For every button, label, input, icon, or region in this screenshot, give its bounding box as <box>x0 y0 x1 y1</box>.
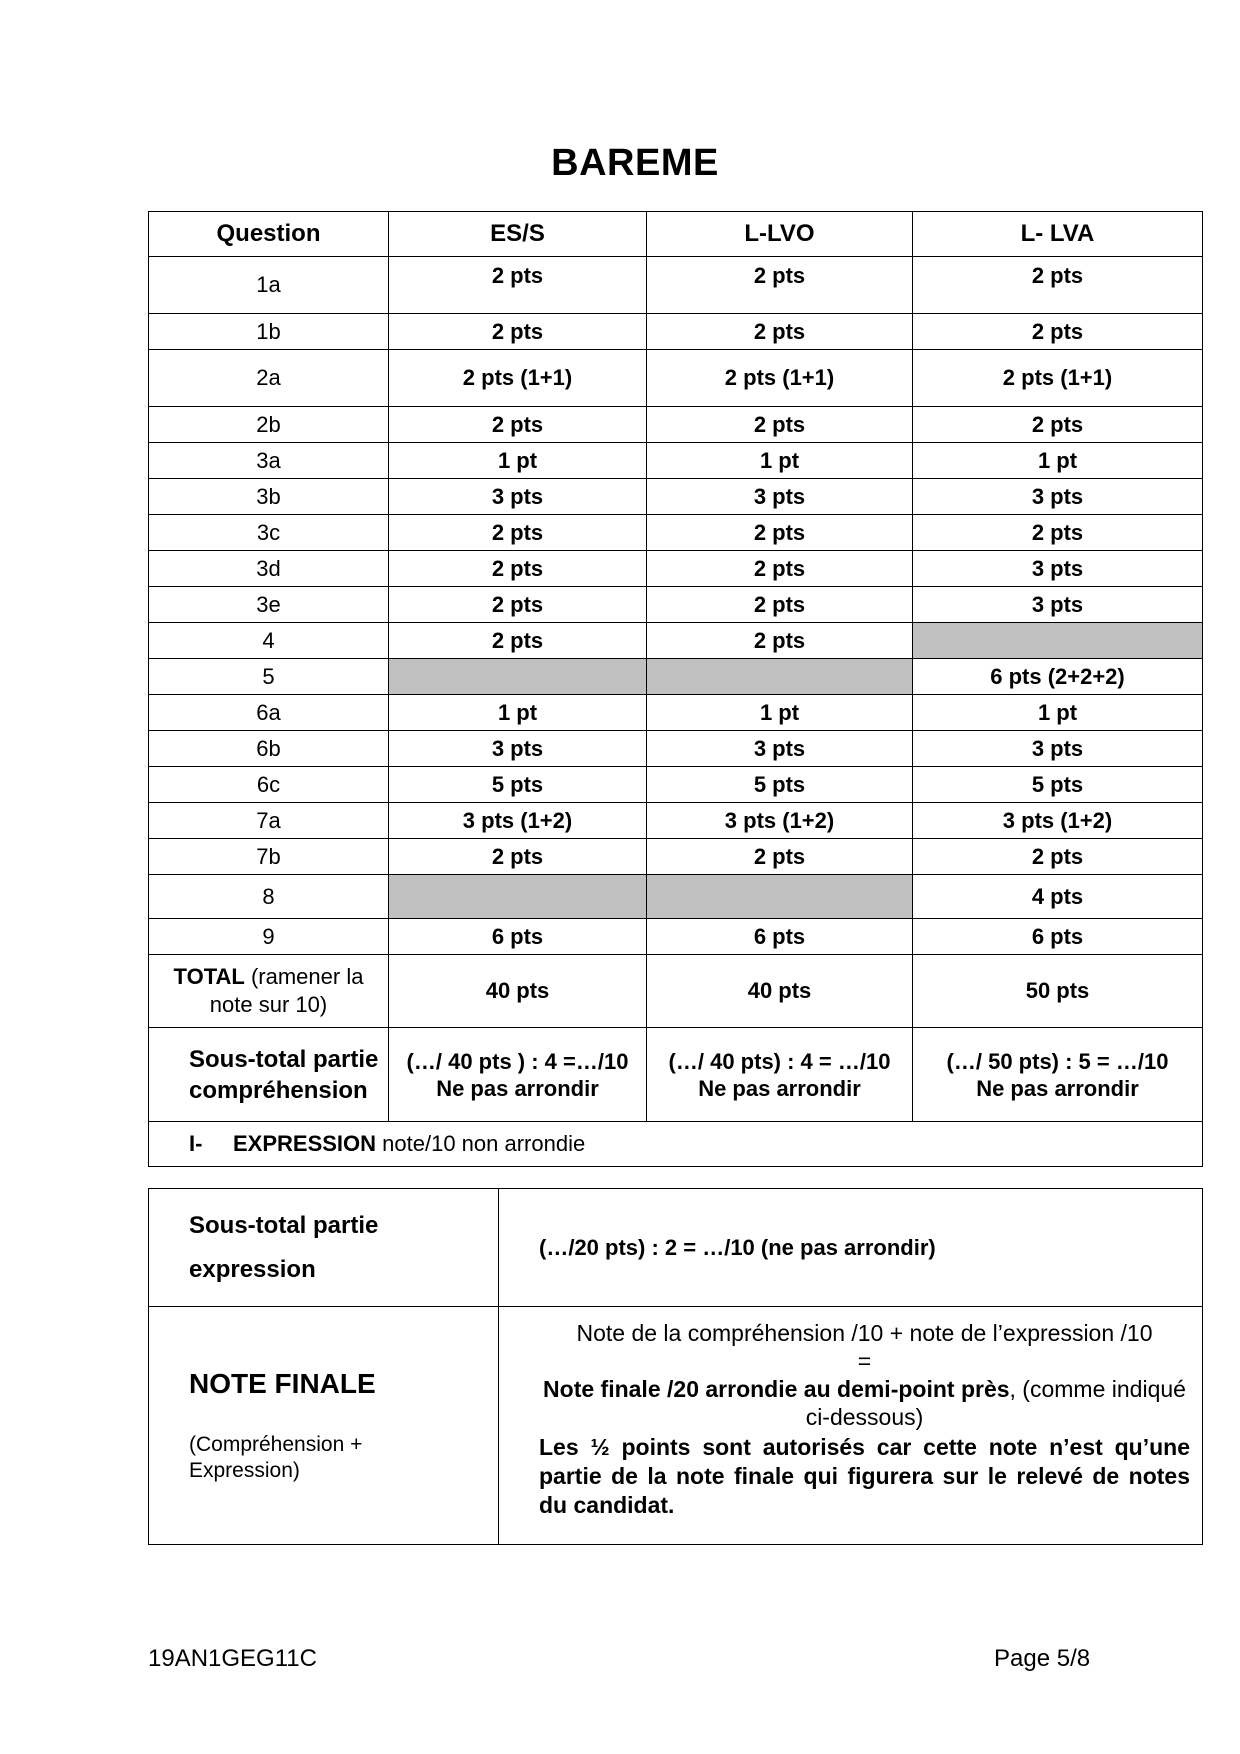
table-header-row <box>149 212 1203 257</box>
table-row <box>149 551 1203 587</box>
points-cell-lva: 6 pts <box>913 919 1203 955</box>
points-cell-es: 2 pts <box>389 551 647 587</box>
table-row <box>149 443 1203 479</box>
table-row <box>149 659 1203 695</box>
bottom-table <box>148 1188 1203 1545</box>
table-row <box>149 587 1203 623</box>
expression-label <box>149 1122 1203 1167</box>
grey-empty-cell <box>389 875 647 919</box>
points-cell-lva: 2 pts <box>913 839 1203 875</box>
table-row <box>149 731 1203 767</box>
final-note-explanation <box>499 1307 1203 1545</box>
final-note-equals: = <box>857 1348 872 1374</box>
points-cell-lva: 2 pts <box>913 257 1203 314</box>
question-cell: 7b <box>149 839 389 875</box>
points-cell-lvo: 3 pts <box>647 479 913 515</box>
subtotal-comprehension-lva <box>913 1028 1203 1122</box>
final-note-rounding <box>539 1375 1190 1431</box>
table-row <box>149 875 1203 919</box>
final-note-row <box>149 1307 1203 1545</box>
final-note-rounding-rest: , (comme indiqué ci-dessous) <box>805 1376 1186 1430</box>
points-cell-lvo: 2 pts <box>647 407 913 443</box>
points-cell-lvo: 2 pts <box>647 314 913 350</box>
points-cell-lvo: 2 pts <box>647 551 913 587</box>
subtotal-expression-row <box>149 1189 1203 1307</box>
table-row <box>149 479 1203 515</box>
points-cell-lvo: 2 pts <box>647 515 913 551</box>
points-cell-lva: 3 pts (1+2) <box>913 803 1203 839</box>
points-cell-lvo: 2 pts <box>647 623 913 659</box>
page-number: Page 5/8 <box>994 1645 1091 1672</box>
points-cell-lvo: 5 pts <box>647 767 913 803</box>
subtotal-note: Ne pas arrondir <box>976 1075 1139 1101</box>
grey-empty-cell <box>389 659 647 695</box>
question-cell: 3e <box>149 587 389 623</box>
points-cell-es: 3 pts <box>389 479 647 515</box>
grey-empty-cell <box>647 875 913 919</box>
points-cell-lva: 6 pts (2+2+2) <box>913 659 1203 695</box>
question-cell: 3b <box>149 479 389 515</box>
expression-row <box>149 1122 1203 1167</box>
points-cell-lva: 1 pt <box>913 695 1203 731</box>
header-es-s: ES/S <box>389 212 647 257</box>
points-cell-es: 2 pts (1+1) <box>389 350 647 407</box>
table-row <box>149 314 1203 350</box>
points-cell-lva: 2 pts <box>913 515 1203 551</box>
table-row <box>149 407 1203 443</box>
total-label-rest: (ramener la note sur 10) <box>209 964 364 1017</box>
question-cell: 1b <box>149 314 389 350</box>
subtotal-comprehension-row <box>149 1028 1203 1122</box>
points-cell-es: 2 pts <box>389 257 647 314</box>
total-es: 40 pts <box>389 955 647 1028</box>
table-row <box>149 839 1203 875</box>
question-cell: 6b <box>149 731 389 767</box>
subtotal-note: Ne pas arrondir <box>436 1075 599 1101</box>
total-row <box>149 955 1203 1028</box>
points-cell-lvo: 1 pt <box>647 695 913 731</box>
subtotal-comprehension-label: Sous-total partie compréhension <box>149 1028 389 1122</box>
header-question: Question <box>149 212 389 257</box>
header-l-lva: L- LVA <box>913 212 1203 257</box>
subtotal-comprehension-lvo <box>647 1028 913 1122</box>
subtotal-comprehension-es <box>389 1028 647 1122</box>
page-title: BAREME <box>551 142 719 184</box>
total-label <box>149 955 389 1028</box>
points-cell-lvo: 2 pts (1+1) <box>647 350 913 407</box>
points-cell-lva: 2 pts (1+1) <box>913 350 1203 407</box>
bareme-table <box>148 211 1203 1167</box>
question-cell: 6c <box>149 767 389 803</box>
table-row <box>149 919 1203 955</box>
points-cell-es: 1 pt <box>389 443 647 479</box>
question-cell: 2b <box>149 407 389 443</box>
points-cell-lvo: 2 pts <box>647 257 913 314</box>
points-cell-es: 3 pts (1+2) <box>389 803 647 839</box>
subtotal-note: Ne pas arrondir <box>698 1075 861 1101</box>
table-row <box>149 515 1203 551</box>
points-cell-es: 2 pts <box>389 515 647 551</box>
total-lvo: 40 pts <box>647 955 913 1028</box>
points-cell-lva: 3 pts <box>913 551 1203 587</box>
grey-empty-cell <box>647 659 913 695</box>
table-row <box>149 767 1203 803</box>
points-cell-es: 6 pts <box>389 919 647 955</box>
points-cell-lvo: 3 pts <box>647 731 913 767</box>
subtotal-expression-label: Sous-total partie expression <box>149 1189 499 1307</box>
final-note-sublabel: (Compréhension + Expression) <box>189 1432 363 1482</box>
final-note-half-points: Les ½ points sont autorisés car cette note n’est qu’une partie de la note finale qui figurera sur le relevé de notes du candidat. <box>539 1434 1190 1518</box>
total-lva: 50 pts <box>913 955 1203 1028</box>
points-cell-lvo: 3 pts (1+2) <box>647 803 913 839</box>
points-cell-lva: 4 pts <box>913 875 1203 919</box>
table-row <box>149 803 1203 839</box>
points-cell-lvo: 6 pts <box>647 919 913 955</box>
points-cell-es: 2 pts <box>389 839 647 875</box>
subtotal-expression-value: (…/20 pts) : 2 = …/10 (ne pas arrondir) <box>499 1189 1203 1307</box>
expression-numeral: I- <box>189 1131 203 1156</box>
final-note-formula: Note de la compréhension /10 + note de l’expression /10 <box>576 1320 1153 1346</box>
question-cell: 3d <box>149 551 389 587</box>
question-cell: 2a <box>149 350 389 407</box>
points-cell-es: 2 pts <box>389 407 647 443</box>
points-cell-es: 2 pts <box>389 314 647 350</box>
question-cell: 4 <box>149 623 389 659</box>
points-cell-lva: 2 pts <box>913 314 1203 350</box>
points-cell-lva: 3 pts <box>913 731 1203 767</box>
subtotal-formula: (…/ 40 pts ) : 4 =…/10 <box>406 1048 629 1074</box>
points-cell-es: 2 pts <box>389 587 647 623</box>
points-cell-es: 2 pts <box>389 623 647 659</box>
table-row <box>149 257 1203 314</box>
points-cell-lva: 2 pts <box>913 407 1203 443</box>
points-cell-lvo: 1 pt <box>647 443 913 479</box>
expression-label-bold: EXPRESSION <box>233 1131 377 1156</box>
question-cell: 7a <box>149 803 389 839</box>
question-cell: 9 <box>149 919 389 955</box>
grey-empty-cell <box>913 623 1203 659</box>
table-row <box>149 623 1203 659</box>
header-l-lvo: L-LVO <box>647 212 913 257</box>
subtotal-formula: (…/ 40 pts) : 4 = …/10 <box>668 1048 891 1074</box>
final-note-label-cell <box>149 1307 499 1545</box>
points-cell-lva: 3 pts <box>913 479 1203 515</box>
question-cell: 3a <box>149 443 389 479</box>
points-cell-lvo: 2 pts <box>647 587 913 623</box>
final-note-rounding-bold: Note finale /20 arrondie au demi-point près <box>543 1376 1010 1402</box>
points-cell-lva: 5 pts <box>913 767 1203 803</box>
question-cell: 3c <box>149 515 389 551</box>
question-cell: 6a <box>149 695 389 731</box>
points-cell-lvo: 2 pts <box>647 839 913 875</box>
points-cell-lva: 1 pt <box>913 443 1203 479</box>
final-note-label: NOTE FINALE <box>189 1367 376 1399</box>
question-cell: 1a <box>149 257 389 314</box>
document-code: 19AN1GEG11C <box>148 1645 317 1672</box>
subtotal-formula: (…/ 50 pts) : 5 = …/10 <box>946 1048 1169 1074</box>
table-row <box>149 695 1203 731</box>
question-cell: 8 <box>149 875 389 919</box>
table-row <box>149 350 1203 407</box>
points-cell-es: 1 pt <box>389 695 647 731</box>
points-cell-lva: 3 pts <box>913 587 1203 623</box>
points-cell-es: 5 pts <box>389 767 647 803</box>
question-cell: 5 <box>149 659 389 695</box>
points-cell-es: 3 pts <box>389 731 647 767</box>
expression-label-rest: note/10 non arrondie <box>376 1131 586 1156</box>
total-label-bold: TOTAL <box>173 964 245 989</box>
